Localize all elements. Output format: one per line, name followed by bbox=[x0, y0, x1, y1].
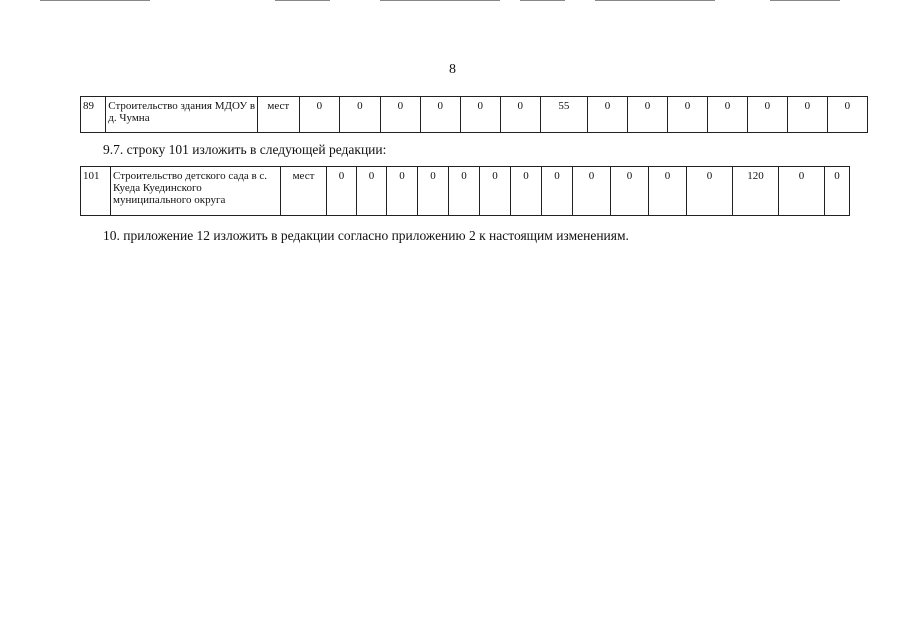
row-name: Строительство детского сада в с. Куеда Куединского муниципального округа bbox=[111, 167, 281, 216]
table-row-101 bbox=[80, 166, 850, 216]
row-value: 0 bbox=[327, 167, 357, 216]
row-value: 0 bbox=[628, 97, 668, 133]
row-value: 0 bbox=[707, 97, 747, 133]
row-value: 0 bbox=[779, 167, 825, 216]
table-row bbox=[81, 167, 850, 216]
row-unit: мест bbox=[281, 167, 327, 216]
row-value: 0 bbox=[420, 97, 460, 133]
row-value: 120 bbox=[733, 167, 779, 216]
row-value: 0 bbox=[825, 167, 850, 216]
row-value: 0 bbox=[667, 97, 707, 133]
paragraph-10: 10. приложение 12 изложить в редакции согласно приложению 2 к настоящим изменениям. bbox=[103, 228, 629, 243]
row-unit: мест bbox=[257, 97, 299, 133]
row-value: 0 bbox=[687, 167, 733, 216]
top-edge-rule bbox=[275, 0, 330, 1]
top-edge-rule bbox=[380, 0, 500, 1]
row-value: 0 bbox=[299, 97, 339, 133]
row-value: 55 bbox=[540, 97, 587, 133]
page-number: 8 bbox=[449, 62, 456, 77]
row-value: 0 bbox=[573, 167, 611, 216]
table-row-89 bbox=[80, 96, 868, 133]
row-value: 0 bbox=[460, 97, 500, 133]
row-value: 0 bbox=[511, 167, 542, 216]
row-value: 0 bbox=[787, 97, 827, 133]
row-value: 0 bbox=[339, 97, 380, 133]
paragraph-9-7: 9.7. строку 101 изложить в следующей редакции: bbox=[103, 142, 387, 157]
row-value: 0 bbox=[542, 167, 573, 216]
row-name: Строительство здания МДОУ в д. Чумна bbox=[106, 97, 258, 133]
row-value: 0 bbox=[588, 97, 628, 133]
row-value: 0 bbox=[747, 97, 787, 133]
row-value: 0 bbox=[357, 167, 387, 216]
row-value: 0 bbox=[500, 97, 540, 133]
row-number: 101 bbox=[81, 167, 111, 216]
row-value: 0 bbox=[480, 167, 511, 216]
row-value: 0 bbox=[418, 167, 449, 216]
row-value: 0 bbox=[387, 167, 418, 216]
row-value: 0 bbox=[827, 97, 867, 133]
table-row bbox=[81, 97, 868, 133]
row-value: 0 bbox=[649, 167, 687, 216]
top-edge-rule bbox=[40, 0, 150, 1]
row-value: 0 bbox=[380, 97, 420, 133]
row-value: 0 bbox=[449, 167, 480, 216]
top-edge-rule bbox=[595, 0, 715, 1]
row-value: 0 bbox=[611, 167, 649, 216]
top-edge-rule bbox=[770, 0, 840, 1]
top-edge-rule bbox=[520, 0, 565, 1]
row-number: 89 bbox=[81, 97, 106, 133]
